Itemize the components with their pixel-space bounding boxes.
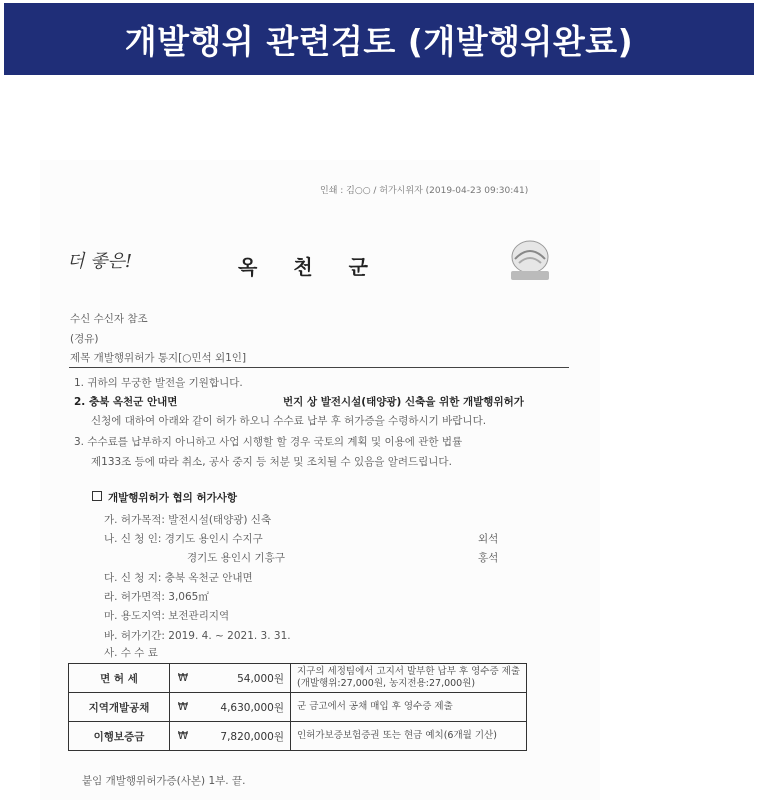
fee-note-line: (개발행위:27,000원, 농지전용:27,000원): [297, 678, 476, 689]
fee-amount: 4,630,000원: [196, 693, 291, 722]
table-row: [69, 722, 527, 751]
paragraph-1: 1. 귀하의 무궁한 발전을 기원합니다.: [74, 377, 243, 389]
slide-title-banner: [4, 3, 754, 75]
via-line: (경유): [70, 333, 99, 345]
print-stamp: 인쇄 : 김○○ / 허가시위자 (2019-04-23 09:30:41): [320, 186, 529, 196]
applicant-suffix: 홍석: [478, 552, 499, 564]
fee-amount: 7,820,000원: [196, 722, 291, 751]
divider: [69, 367, 569, 368]
slide-title: 개발행위 관련검토 (개발행위완료): [124, 21, 634, 61]
permit-item: 다. 신 청 지: 충북 옥천군 안내면: [104, 572, 253, 584]
permit-item: 라. 허가면적: 3,065㎡: [104, 591, 209, 603]
checkbox-icon: [92, 491, 102, 501]
fee-name: 지역개발공채: [69, 693, 170, 722]
permit-item: 가. 허가목적: 발전시설(태양광) 신축: [104, 514, 272, 526]
org-char: 천: [293, 255, 317, 279]
fee-note: 인허가보증보험증권 또는 현금 예치(6개월 기산): [291, 722, 527, 751]
fee-note-line: 지구의 세정팀에서 고지서 발부한 납부 후 영수증 제출: [297, 666, 521, 677]
table-row: [69, 693, 527, 722]
recipient-line: 수신 수신자 참조: [70, 313, 148, 325]
attachment-line: 붙임 개발행위허가증(사본) 1부. 끝.: [82, 775, 246, 787]
org-char: 옥: [238, 255, 262, 279]
paragraph-3-line1: 3. 수수료를 납부하지 아니하고 사업 시행할 할 경우 국토의 계획 및 이용에 관한 법률: [74, 436, 463, 448]
permit-item: 마. 용도지역: 보전관리지역: [104, 610, 230, 622]
paragraph-2-start: 2. 충북 옥천군 안내면: [74, 396, 178, 408]
won-sign: ₩: [170, 664, 197, 693]
paragraph-3-line2: 제133조 등에 따라 취소, 공사 중지 등 처분 및 조치될 수 있음을 알려드립니다.: [91, 456, 452, 468]
fee-note: 군 금고에서 공채 매입 후 영수증 제출: [291, 693, 527, 722]
fee-amount: 54,000원: [196, 664, 291, 693]
subject-line: 제목 개발행위허가 통지[○민석 외1인]: [70, 352, 247, 364]
section-title: [92, 490, 237, 505]
fee-name: 면 허 세: [69, 664, 170, 693]
fee-table: [68, 663, 527, 751]
fee-note: [291, 664, 527, 693]
won-sign: ₩: [170, 722, 197, 751]
org-char: 군: [348, 255, 372, 279]
paragraph-2-cont: 번지 상 발전시설(태양광) 신축을 위한 개발행위허가: [283, 396, 524, 408]
county-slogan-logo: 더 좋은!: [67, 251, 133, 272]
section-title-text: 개발행위허가 협의 허가사항: [108, 492, 238, 504]
fee-name: 이행보증금: [69, 722, 170, 751]
permit-item: 나. 신 청 인: 경기도 용인시 수지구: [104, 533, 263, 545]
permit-item: 사. 수 수 료: [104, 647, 158, 659]
applicant-suffix: 외석: [478, 533, 499, 545]
won-sign: ₩: [170, 693, 197, 722]
table-row: [69, 664, 527, 693]
issuing-organization: [238, 251, 404, 280]
permit-item: 바. 허가기간: 2019. 4. ~ 2021. 3. 31.: [104, 630, 291, 642]
permit-item: 경기도 용인시 기흥구: [187, 552, 285, 564]
paragraph-2-line2: 신청에 대하여 아래와 같이 허가 하오니 수수료 납부 후 허가증을 수령하시기 바랍니다.: [91, 415, 487, 427]
county-emblem-icon: [505, 237, 555, 285]
